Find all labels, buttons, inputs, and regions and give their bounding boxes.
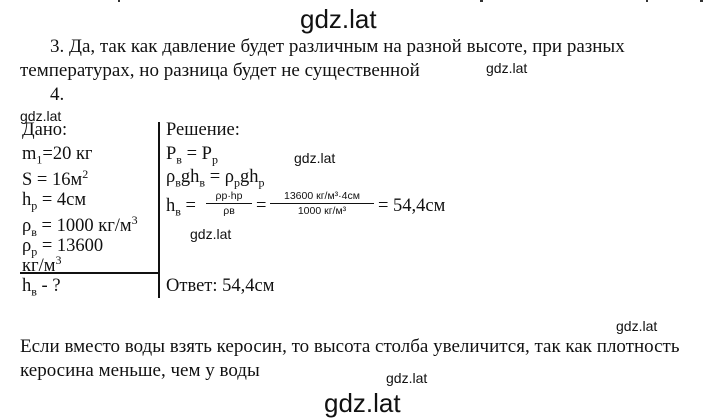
- fraction-symbolic-bar: [206, 203, 252, 204]
- fraction-symbolic-numerator: ρр·hр: [215, 190, 243, 202]
- given-area: $S = 16м^2$: [22, 167, 89, 191]
- fraction-symbolic: [206, 190, 252, 217]
- watermark-para3: gdz.lat: [486, 60, 528, 76]
- given-mass: $m_1=20$ кг: [22, 144, 93, 167]
- given-header: Дано:: [22, 120, 68, 140]
- given-height: $h_р = 4см$: [22, 190, 87, 213]
- conclusion-line-2: керосина меньше, чем у воды: [20, 360, 260, 381]
- watermark-bottom-small: gdz.lat: [386, 370, 428, 386]
- watermark-left: gdz.lat: [20, 108, 62, 124]
- fraction-numeric-numerator: 13600 кг/м³·4см: [284, 190, 360, 202]
- watermark-middle: gdz.lat: [190, 226, 232, 242]
- paragraph-3-line-1: 3. Да, так как давление будет различным на разной высоте, при разных: [50, 36, 625, 57]
- item-4-number: 4.: [50, 84, 65, 105]
- given-density-water: $\rho_в = 1000$ $кг/м^3$: [22, 213, 138, 239]
- given-find: $h_в$ - ?: [22, 276, 61, 299]
- watermark-right: gdz.lat: [616, 318, 658, 334]
- answer: Ответ: 54,4см: [166, 276, 275, 296]
- fraction-numeric-bar: [270, 203, 374, 204]
- given-density-unit: $кг/м^3$: [22, 253, 62, 277]
- conclusion-line-1: Если вместо воды взять керосин, то высота столба увеличится, так как плотность: [20, 336, 680, 357]
- watermark-top: gdz.lat: [300, 4, 377, 34]
- solution-result: = 54,4см: [378, 196, 446, 216]
- given-density-mercury: $\rho_р = 13600$: [22, 236, 104, 259]
- watermark-bottom: gdz.lat: [324, 388, 401, 418]
- paragraph-3-line-2: температурах, но разница будет не существенной: [20, 60, 420, 81]
- solution-equation-3-lhs: $h_в$ =: [166, 196, 196, 219]
- fraction-numeric: [270, 190, 374, 217]
- fraction-symbolic-denominator: ρв: [223, 205, 235, 217]
- fraction-numeric-denominator: 1000 кг/м³: [297, 205, 347, 217]
- equals-sign: =: [256, 196, 267, 216]
- solution-equation-2: $\rho_вgh_в = \rho_рgh_р$: [166, 167, 265, 190]
- watermark-solution: gdz.lat: [294, 150, 336, 166]
- solution-equation-1: $P_в = P_р$: [166, 144, 218, 167]
- solution-header: Решение:: [166, 120, 240, 140]
